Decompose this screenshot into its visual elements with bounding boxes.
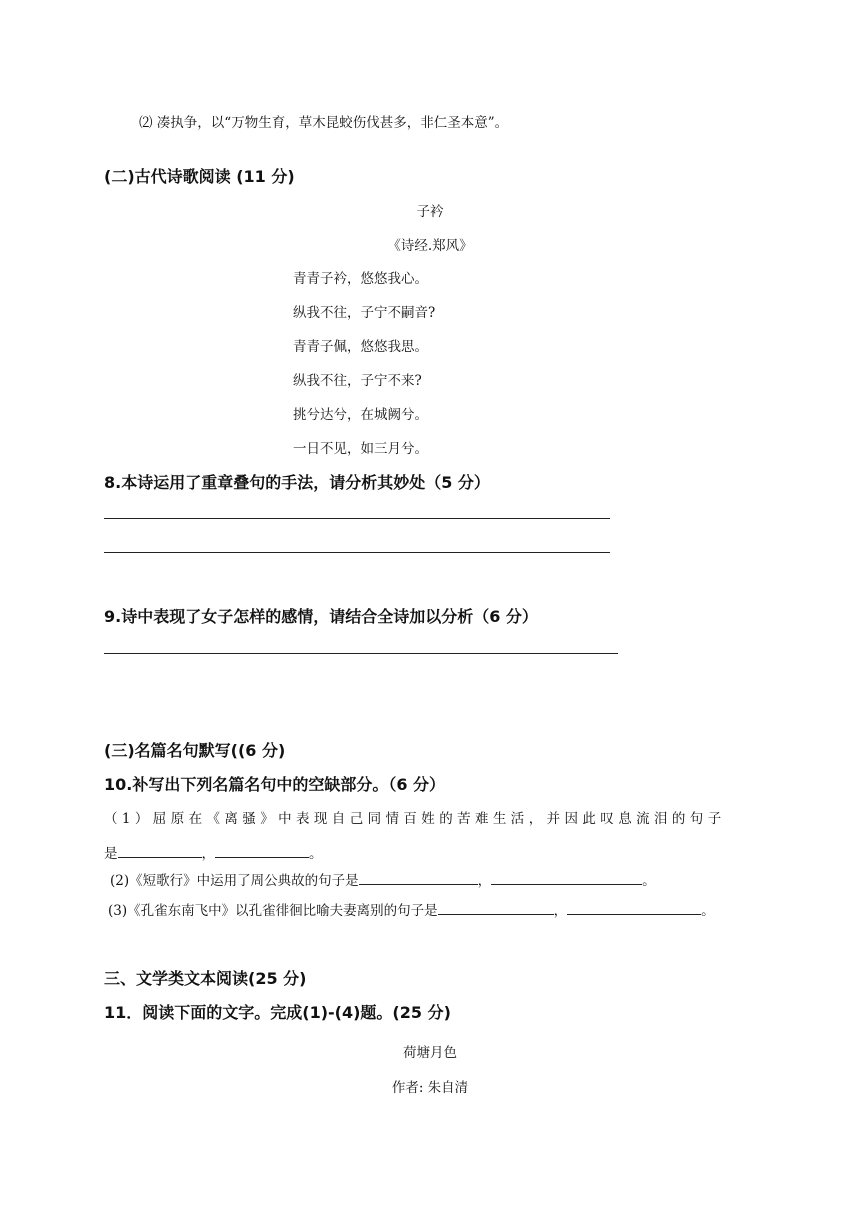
item3-prefix: (3)《孔雀东南飞中》以孔雀徘徊比喻夫妻离别的句子是 <box>108 903 438 919</box>
section-heading-literature: 三、文学类文本阅读(25 分) <box>104 969 307 988</box>
section-heading-dictation: (三)名篇名句默写((6 分) <box>104 741 286 760</box>
question-8: 8.本诗运用了重章叠句的手法，请分析其妙处（5 分） <box>104 473 490 492</box>
text-title: 荷塘月色 <box>403 1045 457 1061</box>
item1-answer-row <box>104 842 323 862</box>
section-heading-poetry: (二)古代诗歌阅读 (11 分) <box>104 167 295 186</box>
poem-title: 子衿 <box>416 204 444 220</box>
question-9: 9.诗中表现了女子怎样的感情，请结合全诗加以分析（6 分） <box>104 607 538 626</box>
comma: ， <box>477 873 492 889</box>
item1-text: （1）屈原在《离骚》中表现自己同情百姓的苦难生活，并因此叹息流泪的句子 <box>104 811 726 827</box>
item3-row <box>108 899 715 919</box>
item2-row <box>110 869 656 889</box>
text-line-item2: ⑵ 凑执争，以“万物生育，草木昆蛟伤伐甚多，非仁圣本意”。 <box>139 115 509 131</box>
blank-field[interactable] <box>359 870 478 885</box>
question-10: 10.补写出下列名篇名句中的空缺部分。（6 分） <box>104 775 446 794</box>
text-author: 作者: 朱自清 <box>391 1080 469 1096</box>
blank-field[interactable] <box>567 900 701 915</box>
period: 。 <box>701 903 715 919</box>
comma: ， <box>201 846 215 862</box>
blank-field[interactable] <box>491 870 642 885</box>
poem-line: 纵我不往，子宁不来? <box>293 373 422 389</box>
comma: ， <box>553 903 568 919</box>
poem-source: 《诗经.郑风》 <box>387 238 473 254</box>
answer-line[interactable] <box>104 552 610 553</box>
blank-field[interactable] <box>438 900 554 915</box>
poem-line: 青青子衿，悠悠我心。 <box>293 271 428 287</box>
poem-line: 一日不见，如三月兮。 <box>293 441 428 457</box>
answer-line[interactable] <box>104 518 610 519</box>
poem-line: 青青子佩，悠悠我思。 <box>293 339 428 355</box>
poem-line: 挑兮达兮，在城阙兮。 <box>293 407 428 423</box>
blank-field[interactable] <box>118 843 202 858</box>
item2-prefix: (2)《短歌行》中运用了周公典故的句子是 <box>110 873 359 889</box>
blank-field[interactable] <box>215 843 309 858</box>
period: 。 <box>642 873 656 889</box>
period: 。 <box>309 846 323 862</box>
poem-line: 纵我不往，子宁不嗣音? <box>293 305 436 321</box>
question-11: 11．阅读下面的文字。完成(1)-(4)题。(25 分) <box>104 1003 451 1022</box>
item1-prefix: 是 <box>104 846 118 862</box>
answer-line[interactable] <box>104 653 618 654</box>
